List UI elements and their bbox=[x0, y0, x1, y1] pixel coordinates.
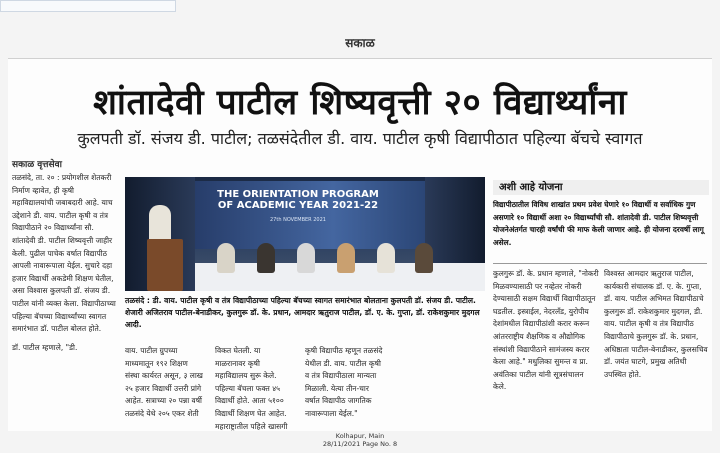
article-column-1 bbox=[12, 172, 116, 418]
guest-figure bbox=[257, 243, 275, 273]
speaker-figure bbox=[149, 205, 171, 241]
masthead-logo: सकाळ bbox=[345, 36, 375, 50]
sidebar-box-text bbox=[493, 199, 707, 249]
article-column-4 bbox=[305, 345, 383, 419]
article-column-3 bbox=[215, 345, 293, 431]
headline: शांतादेवी पाटील शिष्यवृत्ती २० विद्यार्थ्यांना bbox=[93, 83, 627, 123]
article-column-6 bbox=[604, 268, 710, 418]
subheadline: कुलपती डॉ. संजय डी. पाटील; तळसंदेतील डी. वाय. पाटील कृषी विद्यापीठात पहिल्या बॅचचे स्वागत bbox=[77, 129, 643, 148]
top-toolbar bbox=[0, 0, 176, 12]
event-photo bbox=[125, 177, 485, 291]
footer-edition: Kolhapur, Main bbox=[335, 432, 385, 440]
column-6-text: विश्वस्त आमदार ऋतुराज पाटील, कार्यकारी संचालक डॉ. ए. के. गुप्ता, डॉ. वाय. पाटील अभिमत विद्यापीठाचे कुलगुरू डॉ. राकेशकुमार मुदगल, डी. वाय. पाटील कृषी व तंत्र विद्यापीठ विद्यापीठाचे कुलगुरू डॉ. के. प्रधान, अधिष्ठाता पाटील-बेनाडीकर, कुलसचिव डॉ. जयंत घाटगे, प्रमुख अतिथी उपस्थित होते. bbox=[604, 269, 708, 379]
screen-date: 27th NOVEMBER 2021 bbox=[270, 217, 326, 223]
guest-figure bbox=[297, 243, 315, 273]
article-column-5 bbox=[493, 268, 599, 418]
guest-figure bbox=[377, 243, 395, 273]
sidebar-box-title: अशी आहे योजना bbox=[493, 180, 709, 195]
divider bbox=[493, 263, 707, 264]
column-2-text: वाय. पाटील ग्रुपच्या माध्यमातून १९२ शिक्षण संस्था कार्यरत असून, ३ लाख २५ हजार विद्यार्थी उत्तरी प्रांगे आहेत. सत्राच्या २० पन्ना वर्षी तळसंदे येथे २०५ एकर शेती bbox=[125, 346, 203, 418]
caption-text: तळसंदे : डी. वाय. पाटील कृषी व तंत्र विद्यापीठाच्या पहिल्या बॅचच्या स्वागत समारंभात बोलताना कुलपती डॉ. संजय डी. पाटील. शेजारी अजितराव पाटील-बेनाडीकर, कुलगुरू डॉ. के. प्रधान, आमदार ऋतुराज पाटील, डॉ. ए. के. गुप्ता, डॉ. राकेशकुमार मुदगल आदी. bbox=[125, 296, 480, 329]
footer bbox=[0, 432, 720, 448]
guest-figure bbox=[217, 243, 235, 273]
footer-date-page: 28/11/2021 Page No. 8 bbox=[322, 440, 398, 448]
photo-caption bbox=[125, 295, 485, 331]
column-1-text: तळसंदे, ता. २० : प्रयोगशील शेतकरी निर्माण व्हावेत, ही कृषी महाविद्यालयांची जबाबदारी आहे. याच उद्देशाने डी. वाय. पाटील कृषी व तंत्र विद्यापीठाने २० विद्यार्थ्यांना सौ. शांतादेवी डी. पाटील शिष्यवृत्ती जाहीर केली. पुढील पाचेक वर्षात विद्यापीठ आपली नावारूपाला येईल. सुचारे दहा हजार विद्यार्थी अकडेमी शिक्षण घेतील, असा विश्वास कुलपती डॉ. संजय डी. पाटील यांनी व्यक्त केला. विद्यापीठाच्या पहिल्या बॅचच्या विद्यार्थ्यांच्या स्वागत समारंभात डॉ. पाटील बोलत होते. bbox=[12, 173, 116, 334]
column-3-text: विकत घेतली. या माळरानावर कृषी महाविद्यालय सुरू केले. पहिल्या बॅचला फक्त ४५ विद्यार्थी होते. आता ५१०० विद्यार्थी शिक्षण घेत आहेत. महाराष्ट्रातील पहिले खासगी bbox=[215, 346, 288, 431]
guest-figure bbox=[415, 243, 433, 273]
article-column-2 bbox=[125, 345, 203, 419]
column-5-text: कुलगुरू डॉ. के. प्रधान म्हणाले, "नोकरी मिळवण्यासाठी पर नव्हेतर नोकरी देण्यासाठी सक्षम विद्यार्थी विद्यापीठातून घडतील. इस्त्राईल, नेदरलँड, युरोपीय देशांमधील विद्यापीठांशी करार करून आंतरराष्ट्रीय शैक्षणिक व औद्योगिक संस्थांशी विद्यापीठाने सामंजस्य करार केला आहे." मधुलिका सुमन्त व प्रा. अवंतिका पाटील यांनी सूत्रसंचालन केले. bbox=[493, 269, 599, 392]
column-4-text: कृषी विद्यापीठ म्हणून तळसंदे येथील डी. वाय. पाटील कृषी व तंत्र विद्यापीठाला मान्यता मिळाली. येत्या तीन-चार वर्षात विद्यापीठ जागतिक नावारूपाला येईल." bbox=[305, 346, 383, 418]
column-1-end: डॉ. पाटील म्हणाले, "डी. bbox=[12, 342, 78, 352]
screen-title: THE ORIENTATION PROGRAM OF ACADEMIC YEAR 2021-22 bbox=[217, 189, 379, 211]
podium bbox=[147, 239, 183, 291]
guest-figure bbox=[337, 243, 355, 273]
byline: सकाळ वृत्तसेवा bbox=[12, 160, 62, 170]
sidebar-box-body: विद्यापीठातील विविध शाखांत प्रथम प्रवेश घेणारे १० विद्यार्थी व सर्वाधिक गुण असणारे १० विद्यार्थी अशा २० विद्यार्थ्यांची सौ. शांतादेवी डी. पाटील शिष्यवृत्ती योजनेअंतर्गत चारही वर्षांची फी माफ केली जाणार आहे. ही योजना दरवर्षी लागू असेल. bbox=[493, 200, 704, 247]
